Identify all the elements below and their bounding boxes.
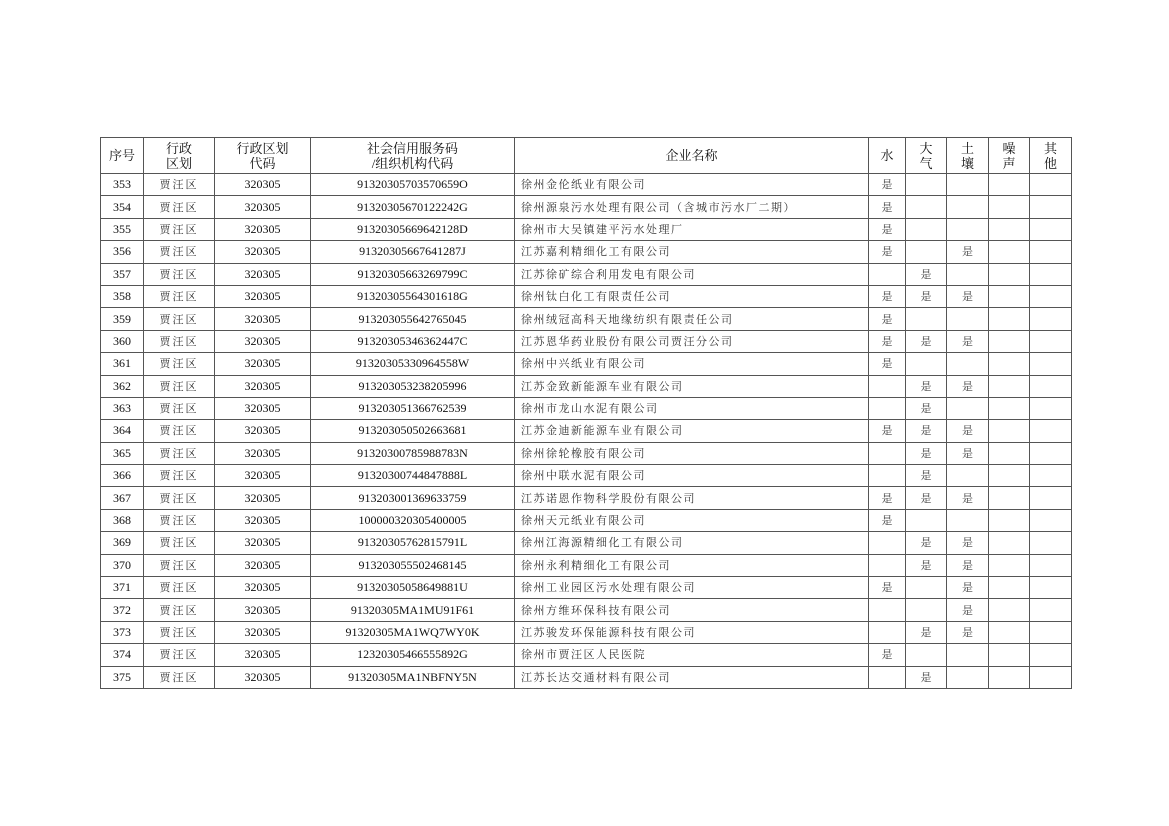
water-cell: 是: [869, 644, 906, 666]
noise-cell: [989, 241, 1030, 263]
noise-cell: [989, 420, 1030, 442]
soil-cell: 是: [947, 420, 989, 442]
soil-cell: 是: [947, 532, 989, 554]
credit-code-cell: 91320305MA1NBFNY5N: [311, 666, 515, 688]
company-name-cell: 徐州中兴纸业有限公司: [515, 353, 869, 375]
credit-code-cell: 91320305346362447C: [311, 330, 515, 352]
credit-code-cell: 91320305670122242G: [311, 196, 515, 218]
company-name-cell: 徐州徐轮橡胶有限公司: [515, 442, 869, 464]
air-cell: [906, 577, 947, 599]
table-row: [101, 330, 1072, 352]
table-row: [101, 487, 1072, 509]
serial-cell: 373: [101, 621, 144, 643]
credit-code-cell: 913203051366762539: [311, 397, 515, 419]
other-cell: [1030, 330, 1072, 352]
water-cell: [869, 397, 906, 419]
table-row: [101, 621, 1072, 643]
company-name-cell: 徐州金伦纸业有限公司: [515, 174, 869, 196]
credit-code-cell: 91320305330964558W: [311, 353, 515, 375]
soil-cell: [947, 263, 989, 285]
noise-cell: [989, 375, 1030, 397]
air-cell: [906, 174, 947, 196]
header-air: 大 气: [906, 138, 947, 174]
district-code-cell: 320305: [215, 487, 311, 509]
credit-code-cell: 91320305MA1MU91F61: [311, 599, 515, 621]
district-cell: 贾汪区: [144, 487, 215, 509]
district-cell: 贾汪区: [144, 599, 215, 621]
air-cell: 是: [906, 420, 947, 442]
water-cell: 是: [869, 330, 906, 352]
soil-cell: [947, 644, 989, 666]
table-row: [101, 285, 1072, 307]
district-code-cell: 320305: [215, 577, 311, 599]
company-name-cell: 徐州方维环保科技有限公司: [515, 599, 869, 621]
credit-code-cell: 91320305669642128D: [311, 218, 515, 240]
soil-cell: [947, 174, 989, 196]
serial-cell: 364: [101, 420, 144, 442]
noise-cell: [989, 442, 1030, 464]
water-cell: [869, 263, 906, 285]
district-code-cell: 320305: [215, 174, 311, 196]
district-code-cell: 320305: [215, 263, 311, 285]
air-cell: [906, 509, 947, 531]
credit-code-cell: 91320300785988783N: [311, 442, 515, 464]
credit-code-cell: 913203053238205996: [311, 375, 515, 397]
air-cell: 是: [906, 442, 947, 464]
credit-code-cell: 12320305466555892G: [311, 644, 515, 666]
other-cell: [1030, 308, 1072, 330]
company-name-cell: 江苏诺恩作物科学股份有限公司: [515, 487, 869, 509]
district-cell: 贾汪区: [144, 218, 215, 240]
table-row: [101, 241, 1072, 263]
water-cell: 是: [869, 308, 906, 330]
company-name-cell: 江苏徐矿综合利用发电有限公司: [515, 263, 869, 285]
soil-cell: 是: [947, 487, 989, 509]
header-row: [101, 138, 1072, 174]
district-cell: 贾汪区: [144, 174, 215, 196]
noise-cell: [989, 196, 1030, 218]
enterprise-table: [100, 137, 1072, 689]
company-name-cell: 徐州永利精细化工有限公司: [515, 554, 869, 576]
serial-cell: 358: [101, 285, 144, 307]
table-row: [101, 196, 1072, 218]
company-name-cell: 江苏恩华药业股份有限公司贾汪分公司: [515, 330, 869, 352]
table-row: [101, 218, 1072, 240]
air-cell: [906, 241, 947, 263]
soil-cell: 是: [947, 285, 989, 307]
air-cell: 是: [906, 263, 947, 285]
header-other: 其 他: [1030, 138, 1072, 174]
district-cell: 贾汪区: [144, 532, 215, 554]
district-code-cell: 320305: [215, 218, 311, 240]
district-cell: 贾汪区: [144, 644, 215, 666]
district-cell: 贾汪区: [144, 330, 215, 352]
district-code-cell: 320305: [215, 241, 311, 263]
header-noise: 噪 声: [989, 138, 1030, 174]
serial-cell: 357: [101, 263, 144, 285]
district-code-cell: 320305: [215, 353, 311, 375]
soil-cell: [947, 509, 989, 531]
serial-cell: 361: [101, 353, 144, 375]
district-code-cell: 320305: [215, 397, 311, 419]
credit-code-cell: 913203055642765045: [311, 308, 515, 330]
other-cell: [1030, 375, 1072, 397]
table-row: [101, 554, 1072, 576]
noise-cell: [989, 263, 1030, 285]
air-cell: 是: [906, 465, 947, 487]
company-name-cell: 徐州绒冠高科天地缘纺织有限责任公司: [515, 308, 869, 330]
district-code-cell: 320305: [215, 532, 311, 554]
soil-cell: 是: [947, 442, 989, 464]
district-code-cell: 320305: [215, 509, 311, 531]
credit-code-cell: 91320300744847888L: [311, 465, 515, 487]
table-row: [101, 442, 1072, 464]
water-cell: 是: [869, 218, 906, 240]
company-name-cell: 江苏长达交通材料有限公司: [515, 666, 869, 688]
noise-cell: [989, 554, 1030, 576]
soil-cell: [947, 218, 989, 240]
credit-code-cell: 100000320305400005: [311, 509, 515, 531]
district-code-cell: 320305: [215, 442, 311, 464]
header-company-name: 企业名称: [515, 138, 869, 174]
soil-cell: 是: [947, 621, 989, 643]
company-name-cell: 江苏金致新能源车业有限公司: [515, 375, 869, 397]
credit-code-cell: 913203001369633759: [311, 487, 515, 509]
water-cell: [869, 621, 906, 643]
serial-cell: 359: [101, 308, 144, 330]
noise-cell: [989, 353, 1030, 375]
noise-cell: [989, 532, 1030, 554]
district-cell: 贾汪区: [144, 442, 215, 464]
other-cell: [1030, 509, 1072, 531]
water-cell: [869, 442, 906, 464]
company-name-cell: 徐州钛白化工有限责任公司: [515, 285, 869, 307]
district-cell: 贾汪区: [144, 353, 215, 375]
noise-cell: [989, 285, 1030, 307]
district-code-cell: 320305: [215, 420, 311, 442]
air-cell: [906, 353, 947, 375]
company-name-cell: 徐州天元纸业有限公司: [515, 509, 869, 531]
company-name-cell: 徐州中联水泥有限公司: [515, 465, 869, 487]
soil-cell: [947, 353, 989, 375]
air-cell: 是: [906, 330, 947, 352]
company-name-cell: 江苏嘉利精细化工有限公司: [515, 241, 869, 263]
credit-code-cell: 91320305667641287J: [311, 241, 515, 263]
other-cell: [1030, 644, 1072, 666]
water-cell: [869, 599, 906, 621]
district-cell: 贾汪区: [144, 666, 215, 688]
water-cell: 是: [869, 420, 906, 442]
water-cell: 是: [869, 241, 906, 263]
company-name-cell: 徐州市龙山水泥有限公司: [515, 397, 869, 419]
header-serial: 序号: [101, 138, 144, 174]
credit-code-cell: 91320305663269799C: [311, 263, 515, 285]
water-cell: [869, 554, 906, 576]
credit-code-cell: 913203055502468145: [311, 554, 515, 576]
company-name-cell: 徐州江海源精细化工有限公司: [515, 532, 869, 554]
district-cell: 贾汪区: [144, 509, 215, 531]
table-row: [101, 308, 1072, 330]
district-code-cell: 320305: [215, 666, 311, 688]
district-code-cell: 320305: [215, 330, 311, 352]
serial-cell: 368: [101, 509, 144, 531]
air-cell: 是: [906, 487, 947, 509]
table-row: [101, 174, 1072, 196]
district-code-cell: 320305: [215, 465, 311, 487]
district-cell: 贾汪区: [144, 397, 215, 419]
noise-cell: [989, 218, 1030, 240]
air-cell: 是: [906, 397, 947, 419]
other-cell: [1030, 420, 1072, 442]
air-cell: [906, 308, 947, 330]
serial-cell: 355: [101, 218, 144, 240]
table-row: [101, 532, 1072, 554]
water-cell: [869, 465, 906, 487]
district-cell: 贾汪区: [144, 621, 215, 643]
district-cell: 贾汪区: [144, 465, 215, 487]
company-name-cell: 徐州市大吴镇建平污水处理厂: [515, 218, 869, 240]
soil-cell: 是: [947, 599, 989, 621]
table-row: [101, 420, 1072, 442]
header-district: 行政 区划: [144, 138, 215, 174]
water-cell: 是: [869, 285, 906, 307]
company-name-cell: 徐州源泉污水处理有限公司（含城市污水厂二期）: [515, 196, 869, 218]
water-cell: 是: [869, 196, 906, 218]
district-cell: 贾汪区: [144, 554, 215, 576]
water-cell: [869, 666, 906, 688]
serial-cell: 363: [101, 397, 144, 419]
other-cell: [1030, 465, 1072, 487]
soil-cell: 是: [947, 241, 989, 263]
air-cell: 是: [906, 554, 947, 576]
serial-cell: 366: [101, 465, 144, 487]
district-cell: 贾汪区: [144, 308, 215, 330]
serial-cell: 369: [101, 532, 144, 554]
water-cell: 是: [869, 577, 906, 599]
other-cell: [1030, 599, 1072, 621]
noise-cell: [989, 174, 1030, 196]
table-row: [101, 599, 1072, 621]
district-code-cell: 320305: [215, 285, 311, 307]
table-row: [101, 465, 1072, 487]
soil-cell: [947, 465, 989, 487]
serial-cell: 374: [101, 644, 144, 666]
district-cell: 贾汪区: [144, 196, 215, 218]
other-cell: [1030, 241, 1072, 263]
air-cell: 是: [906, 375, 947, 397]
soil-cell: 是: [947, 330, 989, 352]
noise-cell: [989, 509, 1030, 531]
district-cell: 贾汪区: [144, 577, 215, 599]
other-cell: [1030, 218, 1072, 240]
water-cell: [869, 375, 906, 397]
serial-cell: 353: [101, 174, 144, 196]
other-cell: [1030, 263, 1072, 285]
soil-cell: 是: [947, 577, 989, 599]
credit-code-cell: 91320305762815791L: [311, 532, 515, 554]
other-cell: [1030, 577, 1072, 599]
air-cell: 是: [906, 285, 947, 307]
air-cell: [906, 218, 947, 240]
serial-cell: 370: [101, 554, 144, 576]
other-cell: [1030, 487, 1072, 509]
table-row: [101, 509, 1072, 531]
header-credit-code: 社会信用服务码 /组织机构代码: [311, 138, 515, 174]
other-cell: [1030, 666, 1072, 688]
noise-cell: [989, 397, 1030, 419]
other-cell: [1030, 353, 1072, 375]
soil-cell: [947, 308, 989, 330]
table-row: [101, 577, 1072, 599]
other-cell: [1030, 621, 1072, 643]
district-code-cell: 320305: [215, 621, 311, 643]
district-code-cell: 320305: [215, 196, 311, 218]
header-water: 水: [869, 138, 906, 174]
serial-cell: 365: [101, 442, 144, 464]
serial-cell: 362: [101, 375, 144, 397]
noise-cell: [989, 621, 1030, 643]
serial-cell: 360: [101, 330, 144, 352]
district-code-cell: 320305: [215, 644, 311, 666]
other-cell: [1030, 442, 1072, 464]
district-code-cell: 320305: [215, 554, 311, 576]
credit-code-cell: 91320305564301618G: [311, 285, 515, 307]
soil-cell: 是: [947, 554, 989, 576]
company-name-cell: 江苏金迪新能源车业有限公司: [515, 420, 869, 442]
soil-cell: [947, 397, 989, 419]
soil-cell: [947, 196, 989, 218]
water-cell: [869, 532, 906, 554]
water-cell: 是: [869, 174, 906, 196]
company-name-cell: 江苏骏发环保能源科技有限公司: [515, 621, 869, 643]
table-row: [101, 375, 1072, 397]
serial-cell: 372: [101, 599, 144, 621]
table-row: [101, 353, 1072, 375]
noise-cell: [989, 577, 1030, 599]
header-district-code: 行政区划 代码: [215, 138, 311, 174]
water-cell: 是: [869, 353, 906, 375]
other-cell: [1030, 554, 1072, 576]
serial-cell: 371: [101, 577, 144, 599]
credit-code-cell: 91320305MA1WQ7WY0K: [311, 621, 515, 643]
air-cell: 是: [906, 621, 947, 643]
district-cell: 贾汪区: [144, 375, 215, 397]
other-cell: [1030, 285, 1072, 307]
other-cell: [1030, 532, 1072, 554]
serial-cell: 367: [101, 487, 144, 509]
water-cell: 是: [869, 509, 906, 531]
district-code-cell: 320305: [215, 308, 311, 330]
credit-code-cell: 913203050502663681: [311, 420, 515, 442]
soil-cell: 是: [947, 375, 989, 397]
air-cell: [906, 644, 947, 666]
noise-cell: [989, 599, 1030, 621]
table-row: [101, 397, 1072, 419]
table-row: [101, 666, 1072, 688]
serial-cell: 375: [101, 666, 144, 688]
noise-cell: [989, 465, 1030, 487]
other-cell: [1030, 174, 1072, 196]
credit-code-cell: 91320305703570659O: [311, 174, 515, 196]
air-cell: [906, 196, 947, 218]
serial-cell: 356: [101, 241, 144, 263]
header-soil: 土 壤: [947, 138, 989, 174]
air-cell: 是: [906, 666, 947, 688]
other-cell: [1030, 397, 1072, 419]
water-cell: 是: [869, 487, 906, 509]
district-cell: 贾汪区: [144, 285, 215, 307]
company-name-cell: 徐州市贾汪区人民医院: [515, 644, 869, 666]
air-cell: [906, 599, 947, 621]
soil-cell: [947, 666, 989, 688]
district-code-cell: 320305: [215, 375, 311, 397]
table-row: [101, 644, 1072, 666]
company-name-cell: 徐州工业园区污水处理有限公司: [515, 577, 869, 599]
district-cell: 贾汪区: [144, 263, 215, 285]
serial-cell: 354: [101, 196, 144, 218]
table-row: [101, 263, 1072, 285]
noise-cell: [989, 644, 1030, 666]
noise-cell: [989, 666, 1030, 688]
district-code-cell: 320305: [215, 599, 311, 621]
district-cell: 贾汪区: [144, 241, 215, 263]
air-cell: 是: [906, 532, 947, 554]
credit-code-cell: 91320305058649881U: [311, 577, 515, 599]
noise-cell: [989, 308, 1030, 330]
noise-cell: [989, 487, 1030, 509]
other-cell: [1030, 196, 1072, 218]
district-cell: 贾汪区: [144, 420, 215, 442]
noise-cell: [989, 330, 1030, 352]
